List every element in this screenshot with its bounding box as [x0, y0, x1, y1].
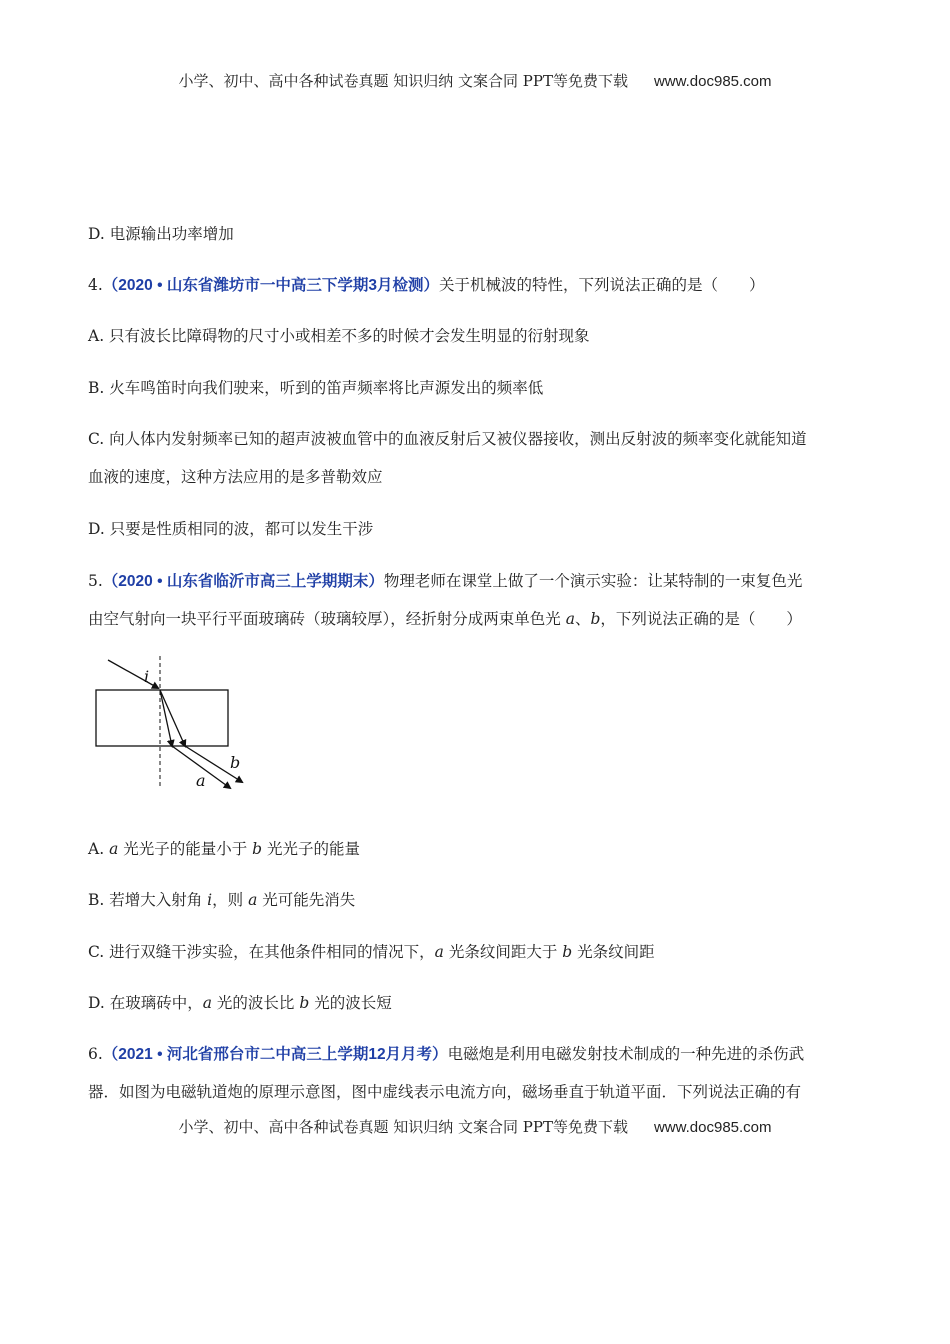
- q3-option-d: D. 电源输出功率增加: [88, 225, 234, 243]
- q4-source: （2020 • 山东省潍坊市一中高三下学期3月检测）: [102, 277, 439, 294]
- q5-d-p3: 光的波长短: [309, 994, 392, 1012]
- q5-option-a: [88, 837, 360, 859]
- q5-a-p1: A.: [88, 840, 110, 858]
- q5-var-a: a: [565, 610, 575, 628]
- q5-a-var1: a: [109, 840, 119, 858]
- q5-option-b: [88, 888, 355, 910]
- q5-stem-text2a: 由空气射向一块平行平面玻璃砖（玻璃较厚），经折射分成两束单色光: [88, 610, 566, 628]
- header-url[interactable]: www.doc985.com: [653, 73, 772, 90]
- ray-b-in-glass: [160, 690, 185, 746]
- q5-var-b: b: [590, 610, 601, 628]
- q5-c-p1: C. 进行双缝干涉实验，在其他条件相同的情况下，: [88, 943, 435, 961]
- q5-source: （2020 • 山东省临沂市高三上学期期末）: [102, 573, 384, 590]
- footer-text: 小学、初中、高中各种试卷真题 知识归纳 文案合同 PPT等免费下载: [178, 1118, 628, 1136]
- q6-stem-line2: 器．如图为电磁轨道炮的原理示意图，图中虚线表示电流方向，磁场垂直于轨道平面．下列说法正确的有: [88, 1083, 802, 1101]
- q4-option-c-line1: C. 向人体内发射频率已知的超声波被血管中的血液反射后又被仪器接收，测出反射波的频率变化就能知道: [88, 430, 807, 448]
- q4-number: 4.: [88, 276, 103, 294]
- q5-option-d: [88, 991, 392, 1013]
- q5-b-p2: ，则: [212, 891, 249, 909]
- q5-number: 5.: [88, 572, 103, 590]
- q5-d-p2: 光的波长比: [211, 994, 300, 1012]
- q5-a-var2: b: [252, 840, 263, 858]
- q6-number: 6.: [88, 1045, 103, 1063]
- q5-d-var1: a: [202, 994, 212, 1012]
- footer-url[interactable]: www.doc985.com: [653, 1119, 772, 1136]
- q5-stem-text1: 物理老师在课堂上做了一个演示实验：让某特制的一束复色光: [383, 572, 803, 590]
- q4-stem-text: 关于机械波的特性，下列说法正确的是（ ）: [438, 276, 765, 294]
- q5-b-p3: 光可能先消失: [257, 891, 356, 909]
- page-footer: [0, 1116, 950, 1137]
- q5-option-c: [88, 940, 655, 962]
- q5-b-p1: B. 若增大入射角: [88, 891, 208, 909]
- q6-source: （2021 • 河北省邢台市二中高三上学期12月月考）: [102, 1046, 448, 1063]
- q5-c-p2: 光条纹间距大于: [443, 943, 563, 961]
- label-i: i: [144, 667, 150, 686]
- q4-option-d: D. 只要是性质相同的波，都可以发生干涉: [88, 520, 374, 538]
- q6-stem-text1: 电磁炮是利用电磁发射技术制成的一种先进的杀伤武: [447, 1045, 805, 1063]
- q4-option-c-line2: 血液的速度，这种方法应用的是多普勒效应: [88, 468, 383, 486]
- q5-d-var2: b: [299, 994, 310, 1012]
- q5-d-p1: D. 在玻璃砖中，: [88, 994, 203, 1012]
- ray-a-in-glass: [160, 690, 172, 746]
- q5-stem-line1: [88, 569, 802, 591]
- q4-stem: [88, 273, 764, 295]
- page-header: [0, 70, 950, 91]
- q5-stem-text2c: ，下列说法正确的是（ ）: [600, 610, 802, 628]
- q5-a-p2: 光光子的能量小于: [118, 840, 253, 858]
- q5-stem-line2: [88, 607, 802, 629]
- q5-b-var1: i: [207, 891, 213, 909]
- q4-option-a: A. 只有波长比障碍物的尺寸小或相差不多的时候才会发生明显的衍射现象: [88, 327, 590, 345]
- incident-ray: [108, 660, 158, 688]
- q4-option-b: B. 火车鸣笛时向我们驶来，听到的笛声频率将比声源发出的频率低: [88, 379, 544, 397]
- header-text: 小学、初中、高中各种试卷真题 知识归纳 文案合同 PPT等免费下载: [178, 72, 628, 90]
- q5-a-p3: 光光子的能量: [262, 840, 361, 858]
- q6-stem-line1: [88, 1042, 804, 1064]
- q5-b-var2: a: [248, 891, 258, 909]
- q5-c-p3: 光条纹间距: [572, 943, 655, 961]
- q5-c-var2: b: [562, 943, 573, 961]
- refraction-diagram: [90, 652, 260, 797]
- q5-stem-text2b: 、: [574, 610, 591, 628]
- q5-c-var1: a: [434, 943, 444, 961]
- label-a: a: [196, 771, 206, 790]
- label-b: b: [230, 753, 241, 772]
